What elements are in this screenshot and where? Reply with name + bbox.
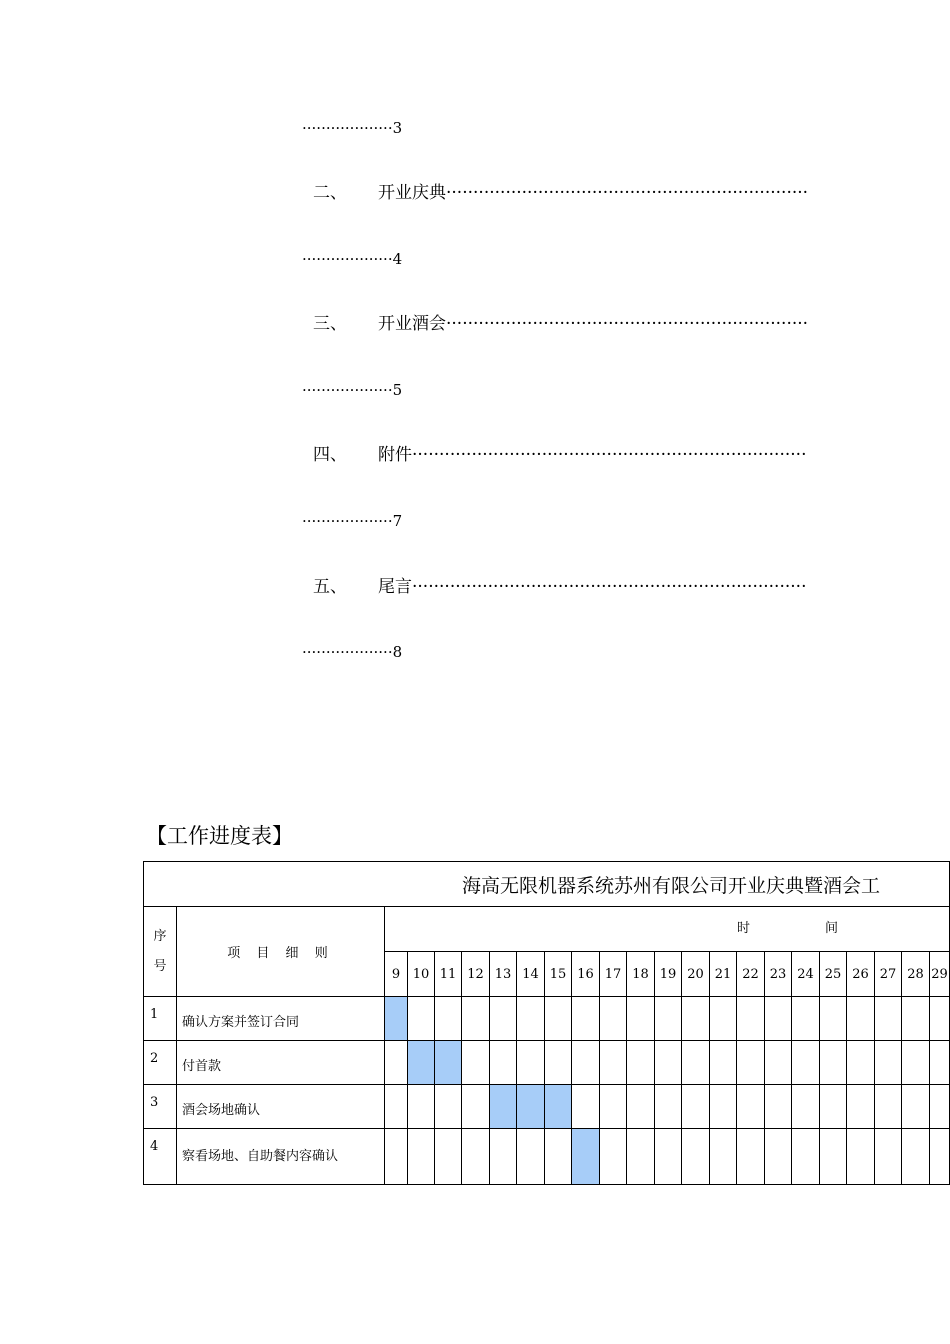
schedule-cell — [792, 997, 820, 1041]
toc-number: 三、 — [313, 314, 347, 334]
toc-page-ref: ···················4 — [302, 250, 403, 268]
schedule-cell — [847, 1129, 875, 1185]
day-header-21: 21 — [710, 952, 737, 997]
table-row — [144, 1041, 950, 1085]
schedule-cell — [627, 1041, 655, 1085]
schedule-cell — [545, 997, 572, 1041]
schedule-cell — [710, 1041, 737, 1085]
schedule-cell — [847, 997, 875, 1041]
schedule-cell — [385, 1041, 408, 1085]
schedule-cell — [765, 997, 792, 1041]
schedule-cell — [820, 997, 847, 1041]
schedule-cell — [902, 1041, 930, 1085]
schedule-cell — [462, 997, 490, 1041]
schedule-cell — [490, 997, 517, 1041]
day-header-19: 19 — [655, 952, 682, 997]
toc-title: 附件········································································· — [378, 445, 807, 465]
row-item: 确认方案并签订合同 — [177, 997, 385, 1041]
day-header-20: 20 — [682, 952, 710, 997]
row-seq: 1 — [144, 997, 177, 1041]
schedule-cell-filled — [408, 1041, 435, 1085]
schedule-cell — [462, 1129, 490, 1185]
schedule-cell — [930, 1129, 950, 1185]
day-header-12: 12 — [462, 952, 490, 997]
toc-number: 四、 — [313, 445, 347, 465]
schedule-cell — [462, 1085, 490, 1129]
day-header-26: 26 — [847, 952, 875, 997]
row-seq: 4 — [144, 1129, 177, 1185]
schedule-cell — [490, 1129, 517, 1185]
day-header-9: 9 — [385, 952, 408, 997]
schedule-cell — [545, 1041, 572, 1085]
day-header-22: 22 — [737, 952, 765, 997]
schedule-cell — [737, 997, 765, 1041]
schedule-cell — [930, 1041, 950, 1085]
schedule-cell — [385, 1129, 408, 1185]
schedule-heading: 【工作进度表】 — [146, 824, 293, 848]
schedule-cell — [600, 1129, 627, 1185]
row-item: 察看场地、自助餐内容确认 — [177, 1129, 385, 1185]
schedule-cell — [902, 1085, 930, 1129]
day-header-17: 17 — [600, 952, 627, 997]
schedule-cell — [792, 1085, 820, 1129]
schedule-cell — [737, 1085, 765, 1129]
schedule-cell — [820, 1129, 847, 1185]
column-header-seq: 序号 — [144, 907, 177, 997]
day-header-27: 27 — [875, 952, 902, 997]
day-header-29: 29 — [930, 952, 950, 997]
schedule-cell — [765, 1129, 792, 1185]
schedule-cell — [462, 1041, 490, 1085]
schedule-cell-filled — [517, 1085, 545, 1129]
day-header-25: 25 — [820, 952, 847, 997]
schedule-cell — [572, 1085, 600, 1129]
table-row — [144, 1129, 950, 1185]
schedule-cell — [682, 997, 710, 1041]
schedule-cell — [655, 1041, 682, 1085]
schedule-cell-filled — [572, 1129, 600, 1185]
schedule-cell — [490, 1041, 517, 1085]
schedule-cell-filled — [435, 1041, 462, 1085]
schedule-cell — [408, 1129, 435, 1185]
schedule-cell — [847, 1085, 875, 1129]
day-header-15: 15 — [545, 952, 572, 997]
schedule-cell-filled — [385, 997, 408, 1041]
schedule-cell — [655, 1085, 682, 1129]
schedule-cell — [847, 1041, 875, 1085]
table-row — [144, 1085, 950, 1129]
day-header-23: 23 — [765, 952, 792, 997]
schedule-cell — [710, 997, 737, 1041]
schedule-cell — [600, 1085, 627, 1129]
schedule-table — [143, 861, 950, 1185]
schedule-cell — [682, 1041, 710, 1085]
schedule-cell — [820, 1041, 847, 1085]
schedule-cell — [627, 997, 655, 1041]
toc-title: 开业酒会··································································· — [378, 314, 809, 334]
schedule-cell — [517, 997, 545, 1041]
schedule-cell-filled — [490, 1085, 517, 1129]
schedule-cell — [682, 1085, 710, 1129]
schedule-cell — [765, 1041, 792, 1085]
schedule-cell — [710, 1129, 737, 1185]
schedule-cell — [600, 1041, 627, 1085]
schedule-cell — [875, 1085, 902, 1129]
schedule-cell — [875, 1041, 902, 1085]
schedule-cell — [792, 1129, 820, 1185]
schedule-cell — [737, 1129, 765, 1185]
schedule-cell — [435, 997, 462, 1041]
day-header-13: 13 — [490, 952, 517, 997]
schedule-cell — [600, 997, 627, 1041]
toc-page-ref: ···················8 — [302, 643, 403, 661]
schedule-cell — [737, 1041, 765, 1085]
schedule-cell — [517, 1041, 545, 1085]
toc-page-ref-1: ···················3 — [302, 119, 403, 137]
column-header-time — [385, 907, 950, 952]
time-label-2: 间 — [825, 921, 839, 936]
schedule-cell — [710, 1085, 737, 1129]
schedule-cell — [408, 997, 435, 1041]
day-header-14: 14 — [517, 952, 545, 997]
schedule-cell — [765, 1085, 792, 1129]
toc-title: 开业庆典··································································· — [378, 183, 809, 203]
toc-number: 五、 — [313, 577, 347, 597]
schedule-cell — [792, 1041, 820, 1085]
schedule-cell — [930, 997, 950, 1041]
schedule-cell — [682, 1129, 710, 1185]
schedule-cell — [385, 1085, 408, 1129]
row-item: 付首款 — [177, 1041, 385, 1085]
toc-page-ref: ···················7 — [302, 512, 403, 530]
time-label-1: 时 — [737, 921, 751, 936]
toc-title: 尾言········································································· — [378, 577, 807, 597]
day-header-24: 24 — [792, 952, 820, 997]
schedule-cell — [902, 997, 930, 1041]
schedule-cell — [655, 997, 682, 1041]
schedule-cell — [902, 1129, 930, 1185]
schedule-cell — [930, 1085, 950, 1129]
table-title: 海高无限机器系统苏州有限公司开业庆典暨酒会工 — [144, 862, 950, 907]
toc-page-ref: ···················5 — [302, 381, 403, 399]
schedule-cell — [627, 1085, 655, 1129]
schedule-cell — [435, 1085, 462, 1129]
schedule-cell — [517, 1129, 545, 1185]
column-header-item: 项 目 细 则 — [177, 907, 385, 997]
schedule-cell — [655, 1129, 682, 1185]
row-item: 酒会场地确认 — [177, 1085, 385, 1129]
schedule-cell — [875, 997, 902, 1041]
schedule-cell — [627, 1129, 655, 1185]
schedule-cell — [408, 1085, 435, 1129]
day-header-10: 10 — [408, 952, 435, 997]
day-header-11: 11 — [435, 952, 462, 997]
schedule-cell — [572, 1041, 600, 1085]
schedule-cell — [435, 1129, 462, 1185]
day-header-16: 16 — [572, 952, 600, 997]
day-header-18: 18 — [627, 952, 655, 997]
day-header-28: 28 — [902, 952, 930, 997]
table-row — [144, 997, 950, 1041]
schedule-cell-filled — [545, 1085, 572, 1129]
schedule-cell — [875, 1129, 902, 1185]
schedule-cell — [820, 1085, 847, 1129]
toc-number: 二、 — [313, 183, 347, 203]
schedule-cell — [572, 997, 600, 1041]
row-seq: 2 — [144, 1041, 177, 1085]
row-seq: 3 — [144, 1085, 177, 1129]
schedule-cell — [545, 1129, 572, 1185]
